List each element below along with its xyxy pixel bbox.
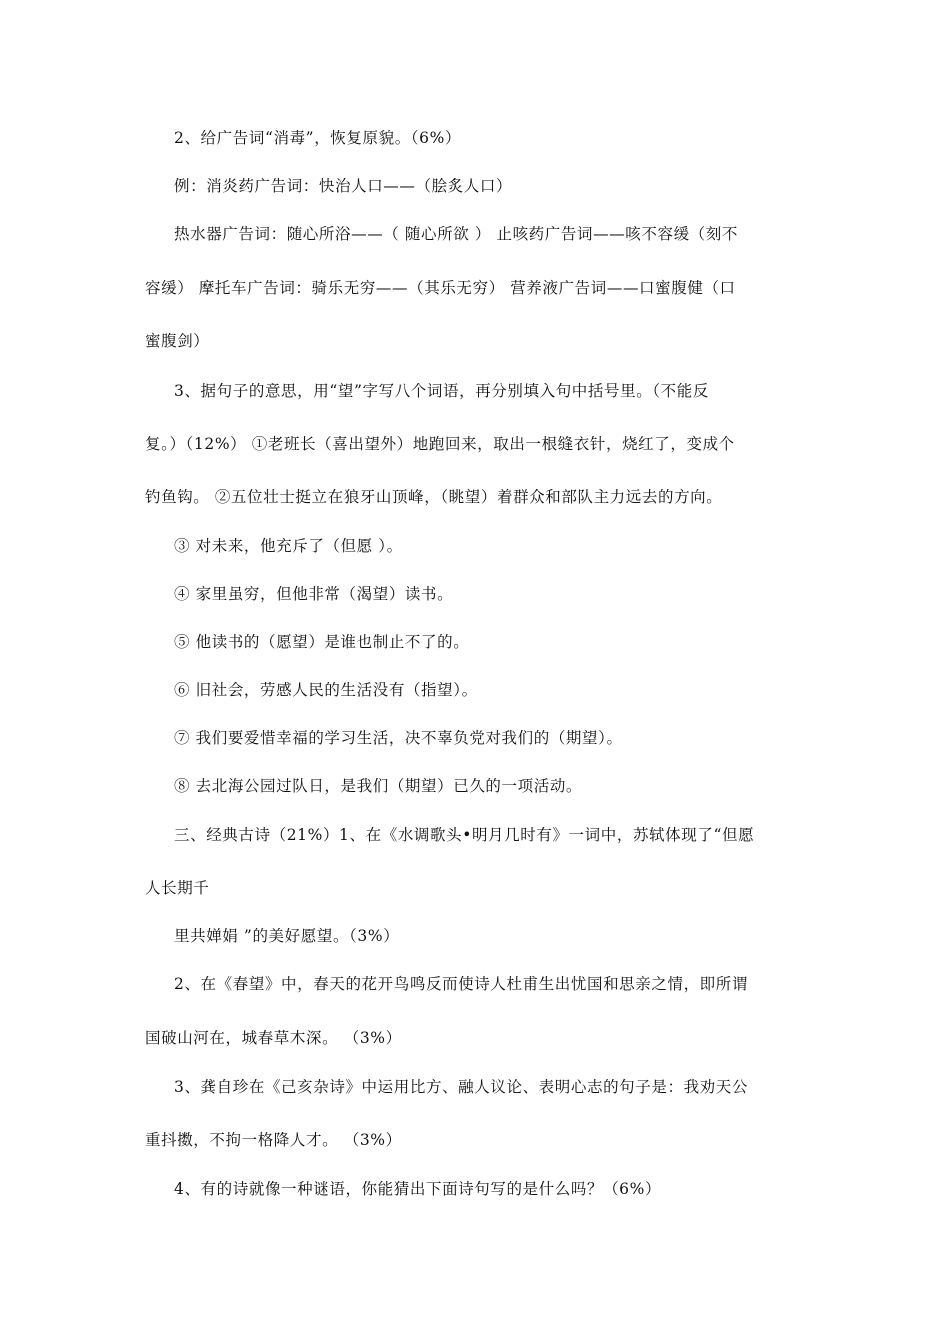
text-line: 复。）（12%） ①老班长（喜出望外）地跑回来，取出一根缝衣针，烧红了，变成个 <box>145 435 735 453</box>
text-line: 容缓） 摩托车广告词：骑乐无穷——（其乐无穷） 营养液广告词——口蜜腹健（口 <box>145 279 736 297</box>
text-line: 3、龚自珍在《己亥杂诗》中运用比方、融人议论、表明心志的句子是：我劝天公 <box>174 1078 748 1096</box>
text-line: 人长期千 <box>145 879 210 897</box>
text-line: 2、给广告词“消毒”，恢复原貌。（6%） <box>174 129 462 147</box>
text-line: ⑤ 他读书的（愿望）是谁也制止不了的。 <box>174 633 470 651</box>
text-line: 蜜腹剑） <box>145 332 210 350</box>
text-line: ⑦ 我们要爱惜幸福的学习生活，决不辜负党对我们的（期望）。 <box>174 729 623 747</box>
text-line: 2、在《春望》中，春天的花开鸟鸣反而使诗人杜甫生出忧国和思亲之情，即所谓 <box>174 975 748 993</box>
text-line: 里共婵娟 ”的美好愿望。（3%） <box>174 927 400 945</box>
text-line: 热水器广告词：随心所浴——（ 随心所欲 ） 止咳药广告词——咳不容缓（刻不 <box>174 225 738 243</box>
text-line: 国破山河在，城春草木深。 （3%） <box>145 1029 402 1047</box>
text-line: 钓鱼钩。 ②五位壮士挺立在狼牙山顶峰，（眺望）着群众和部队主力远去的方向。 <box>145 488 723 506</box>
text-line: 例：消炎药广告词：快治人口——（脍炙人口） <box>174 177 513 195</box>
text-line: ③ 对未来，他充斥了（但愿 ）。 <box>174 537 403 555</box>
text-line: ⑧ 去北海公园过队日，是我们（期望）已久的一项活动。 <box>174 777 583 795</box>
text-line: ④ 家里虽穷，但他非常（渴望）读书。 <box>174 585 454 603</box>
text-line: ⑥ 旧社会，劳感人民的生活没有（指望）。 <box>174 681 478 699</box>
text-line: 重抖擞，不拘一格降人才。 （3%） <box>145 1131 402 1149</box>
text-line: 3、据句子的意思，用“望”字写八个词语，再分别填入句中括号里。（不能反 <box>174 382 709 400</box>
text-line: 三、经典古诗（21%）1、在《水调歌头•明月几时有》一词中，苏轼体现了“但愿 <box>174 826 755 844</box>
text-line: 4、有的诗就像一种谜语，你能猜出下面诗句写的是什么吗？（6%） <box>174 1180 662 1198</box>
